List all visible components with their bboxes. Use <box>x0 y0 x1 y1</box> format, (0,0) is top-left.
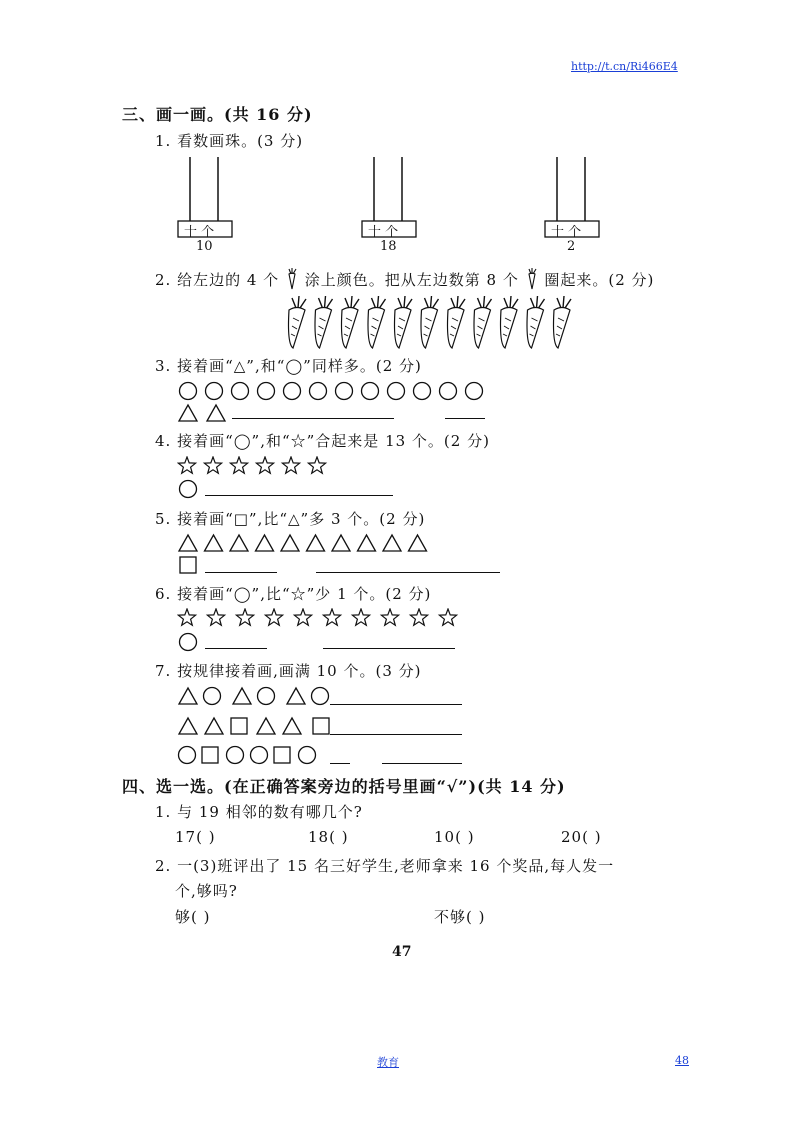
triangle-row <box>177 533 437 553</box>
q7-answer-line-1[interactable] <box>330 704 462 705</box>
star-icon <box>410 609 427 625</box>
star-icon <box>381 609 398 625</box>
circle-icon <box>310 383 327 400</box>
q4-stars <box>177 456 357 476</box>
carrot-icon <box>527 296 545 348</box>
q7-pattern-3 <box>177 744 347 766</box>
s4-q1-option-20[interactable]: 20( ) <box>561 828 602 846</box>
circle-icon <box>466 383 483 400</box>
q6-answer-line-2[interactable] <box>323 648 455 649</box>
abacus-value: 2 <box>567 239 576 254</box>
q7-answer-line-3a[interactable] <box>330 763 350 764</box>
carrot-icon <box>525 268 539 290</box>
s4-q2-option-not-enough[interactable]: 不够( ) <box>434 908 486 926</box>
circle-icon <box>414 383 431 400</box>
circle-row <box>177 380 497 402</box>
circle-icon <box>258 383 275 400</box>
circle-icon <box>206 383 223 400</box>
circle-icon <box>177 631 199 653</box>
q7-answer-line-3b[interactable] <box>382 763 462 764</box>
q7-pattern-2 <box>177 715 347 737</box>
carrot-row <box>285 296 585 354</box>
footer-page-link[interactable]: 48 <box>675 1054 689 1067</box>
abacus-columns: 十 个 <box>551 225 582 240</box>
abacus-10 <box>176 155 236 255</box>
abacus-value: 10 <box>196 239 213 254</box>
triangle-icon <box>358 535 376 551</box>
triangle-icon <box>256 535 274 551</box>
triangle-icon <box>409 535 427 551</box>
q6-stars <box>177 608 467 628</box>
q5-text: 5. 接着画“□”,比“△”多 3 个。(2 分) <box>155 510 426 528</box>
triangle-icon <box>205 535 223 551</box>
carrot-icon <box>501 296 519 348</box>
star-icon <box>236 609 253 625</box>
s4-q2-text-line2: 个,够吗? <box>175 882 238 900</box>
pattern-row <box>177 715 347 737</box>
carrots <box>285 296 585 350</box>
star-icon <box>178 609 195 625</box>
footer-link[interactable]: 教育 <box>377 1056 399 1069</box>
s4-q2-option-enough[interactable]: 够( ) <box>175 908 211 926</box>
q5-square <box>179 556 199 576</box>
triangle-icon <box>179 405 197 421</box>
circle-icon <box>232 383 249 400</box>
circle-icon <box>336 383 353 400</box>
carrot-icon <box>285 268 299 290</box>
q2-text-c: 圈起来。(2 分) <box>544 271 655 289</box>
star-icon <box>439 609 456 625</box>
q1-text: 1. 看数画珠。(3 分) <box>155 132 304 150</box>
s4-q1-option-18[interactable]: 18( ) <box>308 828 349 846</box>
pattern-row <box>177 744 347 766</box>
carrot-icon <box>474 296 492 348</box>
carrot-icon <box>395 296 413 348</box>
circle-icon <box>284 383 301 400</box>
abacus-18 <box>360 155 420 255</box>
star-icon <box>282 457 299 473</box>
q4-answer-line[interactable] <box>205 495 393 496</box>
square-icon <box>179 556 199 576</box>
triangle-row <box>177 403 237 423</box>
star-icon <box>323 609 340 625</box>
star-icon <box>207 609 224 625</box>
q5-triangles <box>177 533 437 553</box>
circle-icon <box>440 383 457 400</box>
triangle-icon <box>307 535 325 551</box>
q3-answer-line-2[interactable] <box>445 418 485 419</box>
abacus-value: 18 <box>380 239 397 254</box>
q2-text-a: 2. 给左边的 4 个 <box>155 271 280 289</box>
carrot-icon <box>342 296 360 348</box>
triangle-icon <box>179 535 197 551</box>
q2-text-b: 涂上颜色。把从左边数第 8 个 <box>304 271 519 289</box>
q3-answer-line[interactable] <box>232 418 394 419</box>
star-icon <box>256 457 273 473</box>
s4-q1-text: 1. 与 19 相邻的数有哪几个? <box>155 803 363 821</box>
star-icon <box>352 609 369 625</box>
q6-text: 6. 接着画“◯”,比“☆”少 1 个。(2 分) <box>155 585 432 603</box>
q5-answer-line-2[interactable] <box>316 572 500 573</box>
carrot-icon <box>554 296 572 348</box>
q6-answer-line[interactable] <box>205 648 267 649</box>
star-icon <box>178 457 195 473</box>
page-number: 47 <box>392 944 412 960</box>
section-3-title: 三、画一画。(共 16 分) <box>122 105 313 124</box>
section-4-title: 四、选一选。(在正确答案旁边的括号里画“√”)(共 14 分) <box>122 777 566 796</box>
q7-pattern-1 <box>177 685 347 707</box>
s4-q2-text-line1: 2. 一(3)班评出了 15 名三好学生,老师拿来 16 个奖品,每人发一 <box>155 857 615 875</box>
q2-text <box>155 268 654 290</box>
carrot-icon <box>368 296 386 348</box>
q3-text: 3. 接着画“△”,和“◯”同样多。(2 分) <box>155 357 422 375</box>
carrot-icon <box>289 296 307 348</box>
circle-icon <box>180 383 197 400</box>
triangle-icon <box>332 535 350 551</box>
q6-circle <box>177 631 199 653</box>
star-row <box>177 608 467 628</box>
q3-circles <box>177 380 497 402</box>
q3-triangles <box>177 403 237 423</box>
s4-q1-option-17[interactable]: 17( ) <box>175 828 216 846</box>
s4-q1-option-10[interactable]: 10( ) <box>434 828 475 846</box>
triangle-icon <box>383 535 401 551</box>
abacus-columns: 十 个 <box>184 225 215 240</box>
q5-answer-line[interactable] <box>205 572 277 573</box>
triangle-icon <box>230 535 248 551</box>
carrot-icon <box>315 296 333 348</box>
header-link[interactable]: http://t.cn/Ri466E4 <box>571 60 678 73</box>
circle-icon <box>177 478 199 500</box>
q4-text: 4. 接着画“◯”,和“☆”合起来是 13 个。(2 分) <box>155 432 490 450</box>
abacus-2 <box>543 155 603 255</box>
star-icon <box>230 457 247 473</box>
star-row <box>177 456 357 476</box>
q7-text: 7. 按规律接着画,画满 10 个。(3 分) <box>155 662 422 680</box>
triangle-icon <box>281 535 299 551</box>
circle-icon <box>362 383 379 400</box>
pattern-row <box>177 685 347 707</box>
abacus-columns: 十 个 <box>368 225 399 240</box>
star-icon <box>294 609 311 625</box>
q7-answer-line-2[interactable] <box>330 734 462 735</box>
q4-circle <box>177 478 199 500</box>
star-icon <box>265 609 282 625</box>
carrot-icon <box>421 296 439 348</box>
carrot-icon <box>448 296 466 348</box>
star-icon <box>204 457 221 473</box>
triangle-icon <box>207 405 225 421</box>
star-icon <box>308 457 325 473</box>
circle-icon <box>388 383 405 400</box>
